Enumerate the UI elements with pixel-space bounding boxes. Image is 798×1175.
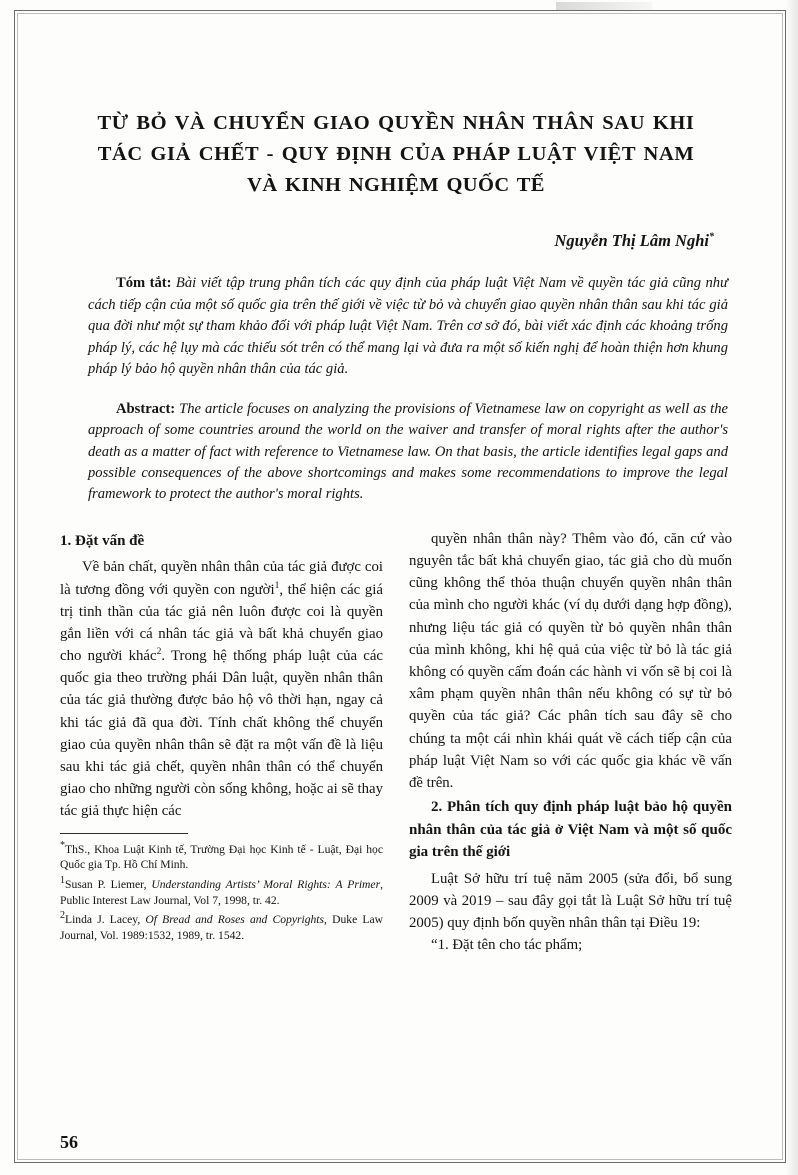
page-content [60,30,732,1140]
right-column-paragraph-3: “1. Đặt tên cho tác phẩm; [431,937,583,954]
lc-part-3: . Trong hệ thống pháp luật của các quốc gia theo trường phái Dân luật, quyền nhân thân của tác giả thường được bảo hộ vô thời hạn, ngay cả khi tác giả đã qua đời. Tính chất không thể chuyển giao của quyền nhân thân sẽ đặt ra một vấn đề là liệu sau khi tác giả chết, quyền nhân thân có thể chuyển giao cho những người còn sống không, hoặc ai sẽ thay tác giả thực hiện các [60,648,384,820]
abstract-vi-text: Bài viết tập trung phân tích các quy định của pháp luật Việt Nam về quyền tác giả cũng như cách tiếp cận của một số quốc gia trên thế giới về việc từ bỏ và chuyển giao quyền nhân thân sau khi tác giả qua đời như một sự tham khảo đối với pháp luật Việt Nam. Trên cơ sở đó, bài viết xác định các khoảng trống pháp lý, các hệ lụy mà các thiếu sót trên có thể mang lại và đưa ra một số kiến nghị để hoàn thiện hơn khung pháp lý bảo hộ quyền nhân thân của tác giả. [88,275,729,378]
footnote-ref-1: 1 [274,580,280,591]
right-column-paragraph-1: quyền nhân thân này? Thêm vào đó, căn cứ vào nguyên tắc bất khả chuyển giao, tác giả cho dù muốn cũng không thể thỏa thuận chuyển quyền nhân thân của mình cho người khác (ví dụ dưới dạng hợp đồng), nhưng liệu tác giả có quyền từ bỏ quyền nhân thân của mình không, khi hệ quả của việc từ bỏ là tác giả không có quyền cấm đoán các hành vi vốn sẽ bị coi là xâm phạm quyền nhân thân nếu không có sự từ bỏ quyền của tác giả? Các phân tích sau đây sẽ cho chúng ta một cái nhìn khái quát về cách tiếp cận của pháp luật Việt Nam so với các quốc gia khác về vấn đề trên. [409,530,732,791]
footnote-1 [60,874,383,908]
scan-edge-shadow [786,0,798,1175]
footnote-1-text-b: , Public Interest Law Journal, Vol 7, 1998, tr. 42. [60,877,383,907]
body-columns [60,528,732,957]
section-heading-1: 1. Đặt vấn đề [60,532,145,549]
footnote-2-text-b: , Duke Law Journal, Vol. 1989:1532, 1989, tr. 1542. [60,913,383,942]
abstract-vi-label: Tóm tắt: [116,275,172,292]
footnote-star-mark: * [60,839,65,851]
left-column-paragraph [60,556,383,822]
title-line-1: TỪ BỎ VÀ CHUYỂN GIAO QUYỀN NHÂN THÂN SAU KHI [97,112,695,134]
scan-artifact [556,2,652,10]
footnote-2-text-a: Linda J. Lacey, [65,913,146,927]
author-label: Nguyễn Thị Lâm Nghi [554,231,709,251]
right-column-paragraph-2: Luật Sở hữu trí tuệ năm 2005 (sửa đổi, bổ sung 2009 và 2019 – sau đây gọi tắt là Luật Sở hữu trí tuệ 2005) quy định bốn quyền nhân thân tại Điều 19: [409,870,732,931]
lc-part-1: Về bản chất, quyền nhân thân của tác giả được coi là tương đồng với quyền con người [60,559,383,598]
title-line-2: TÁC GIẢ CHẾT - QUY ĐỊNH CỦA PHÁP LUẬT VIỆT NAM [97,143,695,166]
author-footnote-marker: * [709,231,714,243]
left-column [60,528,383,957]
abstract-en-text: The article focuses on analyzing the provisions of Vietnamese law on copyright as well as the approach of some countries around the world on the waiver and transfer of moral rights after the author's death as a matter of fact with reference to Vietnamese law. On that basis, the article identifies legal gaps and possible consequences of the above shortcomings and makes some recommendations to improve the legal framework to protect the author's moral rights. [88,400,728,503]
footnote-ref-2: 2 [156,647,162,658]
page-title [60,108,732,201]
page-number: 56 [60,1132,78,1152]
footnote-1-title: Understanding Artists’ Moral Rights: A Primer [151,877,381,891]
right-column [409,528,732,957]
title-line-3: VÀ KINH NGHIỆM QUỐC TẾ [247,174,545,197]
author-name [60,231,732,251]
abstract-vietnamese [60,273,732,380]
abstract-en-label: Abstract: [116,400,176,417]
footnote-2-mark: 2 [60,910,65,922]
footnote-2 [60,909,383,943]
footnote-1-mark: 1 [60,874,65,886]
footnotes-block [60,833,383,944]
footnote-1-text-a: Susan P. Liemer, [65,877,152,891]
footnote-star-text: ThS., Khoa Luật Kinh tế, Trường Đại học Kinh tế - Luật, Đại học Quốc gia Tp. Hồ Chí Minh. [60,842,383,872]
section-heading-2: 2. Phân tích quy định pháp luật bảo hộ quyền nhân thân của tác giả ở Việt Nam và một số quốc gia trên thế giới [409,799,732,861]
lc-part-2: , thể hiện các giá trị tinh thần của tác giả nên luôn được coi là quyền gắn liền với cá nhân tác giả và bất khả chuyển giao cho người khác [60,581,383,665]
footnote-2-title: Of Bread and Roses and Copyrights [145,913,325,927]
footnote-star [60,839,383,873]
abstract-english [60,399,732,506]
